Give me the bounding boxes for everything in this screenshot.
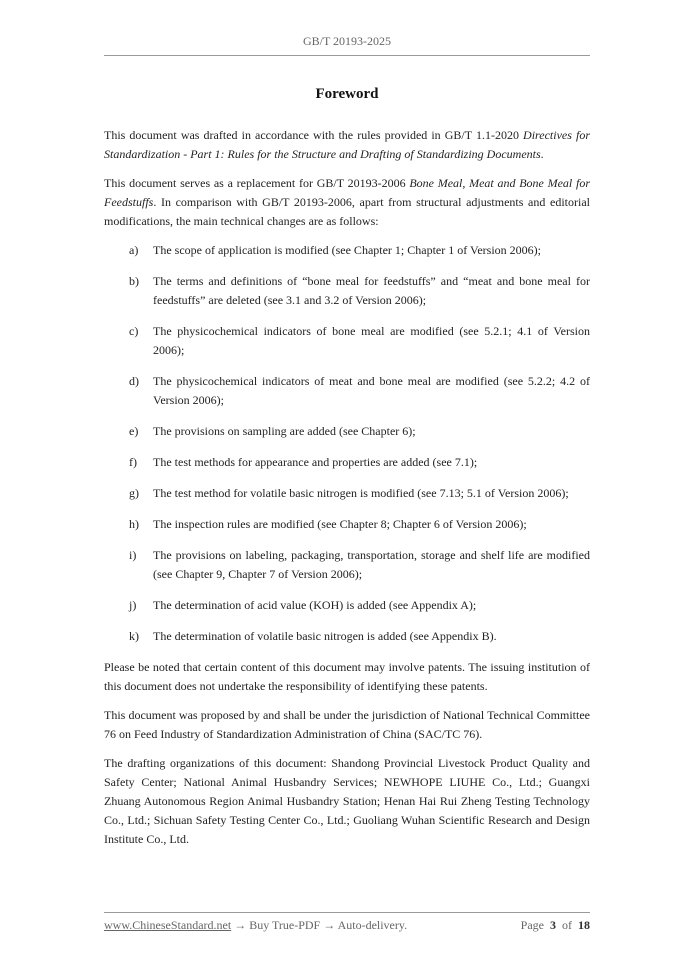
footer-promo-text: → Buy True-PDF → Auto-delivery. <box>231 918 408 932</box>
technical-changes-list <box>104 241 590 646</box>
list-item-text: The test methods for appearance and properties are added (see 7.1); <box>153 455 478 469</box>
page-number <box>521 918 590 933</box>
page-footer <box>104 918 590 933</box>
list-marker: i) <box>129 548 137 562</box>
list-item-text: The physicochemical indicators of meat and bone meal are modified (see 5.2.2; 4.2 of Version 2006); <box>153 374 590 407</box>
list-item <box>104 484 590 503</box>
list-marker: e) <box>129 424 139 438</box>
intro-2-citation: Bone Meal, Meat and Bone Meal for Feedstuffs <box>104 176 590 209</box>
list-item-text: The scope of application is modified (see Chapter 1; Chapter 1 of Version 2006); <box>153 243 542 257</box>
jurisdiction-paragraph: This document was proposed by and shall be under the jurisdiction of National Technical Committee 76 on Feed Industry of Standardization Administration of China (SAC/TC 76). <box>104 708 590 741</box>
list-item-text: The terms and definitions of “bone meal for feedstuffs” and “meat and bone meal for feedstuffs” are deleted (see 3.1 and 3.2 of Version 2006); <box>153 274 590 307</box>
page-of-label: of <box>562 918 572 932</box>
list-item-text: The determination of acid value (KOH) is added (see Appendix A); <box>153 598 477 612</box>
list-marker: f) <box>129 455 137 469</box>
list-marker: j) <box>129 598 137 612</box>
page-title: Foreword <box>315 86 379 102</box>
list-item <box>104 515 590 534</box>
list-item-text: The provisions on labeling, packaging, transportation, storage and shelf life are modified (see Chapter 9, Chapter 7 of Version 2006); <box>153 548 590 581</box>
list-marker: d) <box>129 374 139 388</box>
list-item <box>104 596 590 615</box>
list-item <box>104 546 590 584</box>
list-item <box>104 422 590 441</box>
list-item <box>104 627 590 646</box>
intro-1-end: . <box>540 147 544 161</box>
footer-promo <box>104 918 407 933</box>
website-link[interactable]: www.ChineseStandard.net <box>104 918 232 932</box>
drafting-organizations: The drafting organizations of this document: Shandong Provincial Livestock Product Quality and Safety Center; National Animal Husbandry Services; NEWHOPE LIUHE Co., Ltd.; Guangxi Zhuang Autonomous Region Animal Husbandry Station; Henan Hai Rui Zheng Testing Technology Co., Ltd.; Sichuan Safety Testing Center Co., Ltd.; Guoliang Wuhan Scientific Research and Design Institute Co., Ltd. <box>104 756 590 846</box>
page-total: 18 <box>578 918 590 932</box>
document-body <box>104 126 590 859</box>
running-header: GB/T 20193-2025 <box>302 34 392 48</box>
page-current: 3 <box>550 918 556 932</box>
list-marker: k) <box>129 629 139 643</box>
intro-2-text: This document serves as a replacement for GB/T 20193-2006 <box>104 176 410 190</box>
header-divider <box>104 55 590 56</box>
list-item <box>104 322 590 360</box>
list-marker: g) <box>129 486 139 500</box>
list-item-text: The determination of volatile basic nitrogen is added (see Appendix B). <box>153 629 497 643</box>
list-item-text: The provisions on sampling are added (see Chapter 6); <box>153 424 416 438</box>
list-item <box>104 453 590 472</box>
list-marker: a) <box>129 243 139 257</box>
list-marker: b) <box>129 274 139 288</box>
list-item <box>104 272 590 310</box>
page-label: Page <box>520 918 544 932</box>
list-marker: c) <box>129 324 139 338</box>
intro-2-end: . In comparison with GB/T 20193-2006, apart from structural adjustments and editorial modifications, the main technical changes are as follows: <box>104 195 590 228</box>
list-marker: h) <box>129 517 139 531</box>
list-item-text: The inspection rules are modified (see Chapter 8; Chapter 6 of Version 2006); <box>153 517 527 531</box>
list-item <box>104 241 590 260</box>
intro-1-citation: Directives for Standardization - Part 1: Rules for the Structure and Drafting of Standardizing Documents <box>104 128 590 161</box>
footer-divider <box>104 912 590 913</box>
intro-1-text: This document was drafted in accordance with the rules provided in GB/T 1.1-2020 <box>104 128 524 142</box>
list-item-text: The physicochemical indicators of bone meal are modified (see 5.2.1; 4.1 of Version 2006); <box>153 324 590 357</box>
intro-paragraph-1 <box>104 126 590 164</box>
intro-paragraph-2 <box>104 174 590 231</box>
list-item-text: The test method for volatile basic nitrogen is modified (see 7.13; 5.1 of Version 2006); <box>153 486 569 500</box>
list-item <box>104 372 590 410</box>
patent-notice: Please be noted that certain content of this document may involve patents. The issuing institution of this document does not undertake the responsibility of identifying these patents. <box>104 660 590 693</box>
